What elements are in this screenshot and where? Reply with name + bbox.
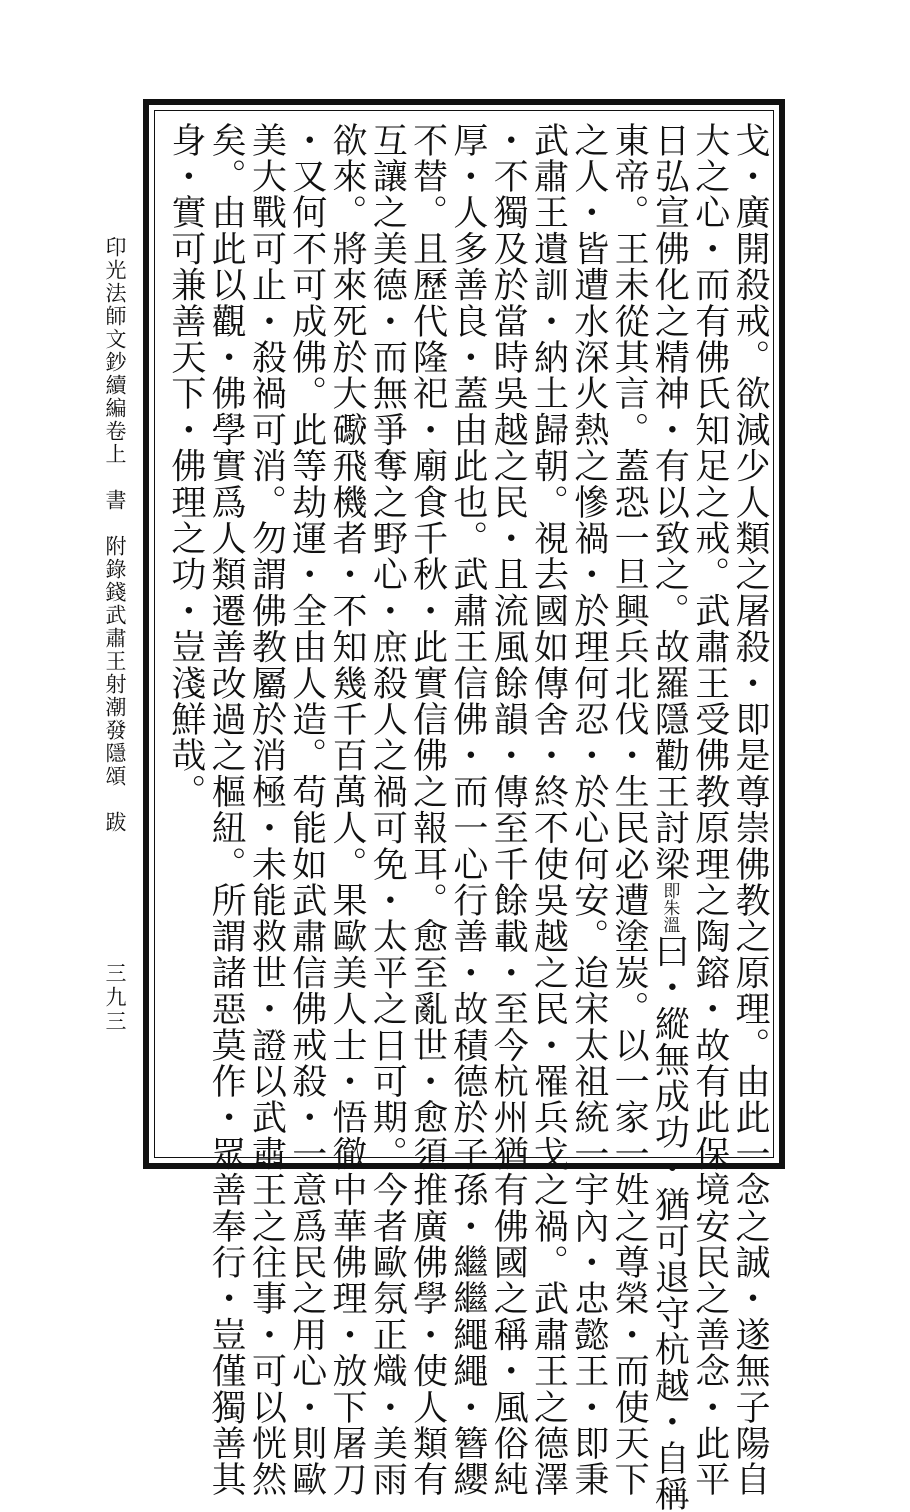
text-column: 美大戰可止・殺禍可消。勿謂佛教屬於消極・未能救世・證以武肅王之往事・可以恍然 (246, 122, 287, 1498)
text-column: 東帝。王未從其言。蓋恐一旦興兵北伐・生民必遭塗炭。以一家一姓之尊榮・而使天下 (609, 122, 650, 1498)
column-text: 日弘宣佛化之精神・有以致之。故羅隱勸王討梁 (649, 122, 690, 883)
text-column: 之人・皆遭水深火熱之慘禍・於理何忍・於心何安。迨宋太祖統一宇內・忠懿王・即秉 (568, 122, 609, 1498)
text-column: ・又何不可成佛。此等劫運・全由人造。苟能如武肅信佛戒殺・一意爲民之用心・則歐 (286, 122, 327, 1498)
text-column: 身・實可兼善天下・佛理之功・豈淺鮮哉。 (165, 122, 206, 810)
column-text: 曰・縱無成功・猶可退守杭越・自稱 (649, 933, 690, 1512)
text-column: 互讓之美德・而無爭奪之野心・庶殺人之禍可免・太平之日可期。今者歐氛正熾・美雨 (367, 122, 408, 1498)
text-column: 欲來。將來死於大礮飛機者・不知幾千百萬人。果歐美人士・悟徹中華佛理・放下屠刀 (327, 122, 368, 1498)
text-column: 大之心・而有佛氏知足之戒。武肅王受佛教原理之陶鎔・故有此保境安民之善念・此平 (689, 122, 730, 1498)
text-column: 厚・人多善良・蓋由此也。武肅王信佛・而一心行善・故積德於子孫・繼繼繩繩・簪纓 (447, 122, 488, 1498)
text-column: 矣。由此以觀・佛學實爲人類遷善改過之樞紐。所謂諸惡莫作・眾善奉行・豈僅獨善其 (206, 122, 247, 1498)
text-column: 武肅王遺訓・納土歸朝。視去國如傳舍・終不使吳越之民・罹兵戈之禍。武肅王之德澤 (528, 122, 569, 1498)
text-column: ・不獨及於當時吳越之民・且流風餘韻・傳至千餘載・至今杭州猶有佛國之稱・風俗純 (488, 122, 529, 1498)
text-column: 不替。且歷代隆祀・廟食千秋・此實信佛之報耳。愈至亂世・愈須推廣佛學・使人類有 (407, 122, 448, 1498)
page-number: 三九三 (103, 962, 127, 1034)
body-text (165, 122, 770, 1512)
text-column (649, 122, 690, 1512)
running-title: 印光法師文鈔續編卷上 書 附錄錢武肅王射潮發隱頌 跋 (103, 236, 127, 834)
text-column: 戈・廣開殺戒。欲減少人類之屠殺・即是尊崇佛教之原理。由此一念之誠・遂無子陽自 (730, 122, 770, 1498)
interlinear-note: 即朱溫 (659, 882, 680, 934)
